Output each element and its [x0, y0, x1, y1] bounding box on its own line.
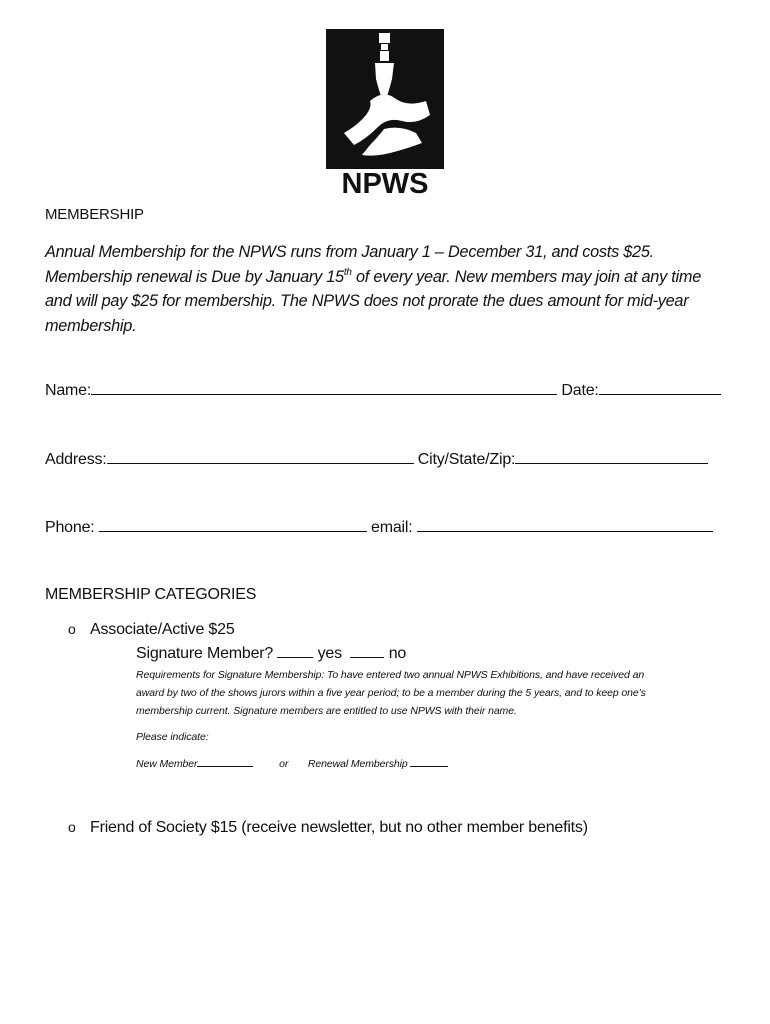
phone-field[interactable]	[99, 517, 367, 532]
logo-text: NPWS	[341, 168, 429, 196]
signature-yes-field[interactable]	[277, 643, 313, 658]
intro-line-1: Annual Membership for the NPWS runs from January 1 – December 31, and costs $25.	[45, 243, 654, 261]
associate-option[interactable]	[68, 621, 235, 639]
address-field[interactable]	[107, 449, 414, 464]
signature-label: Signature Member?	[136, 645, 274, 662]
address-city-row	[45, 449, 730, 469]
city-state-zip-field[interactable]	[515, 449, 708, 464]
email-field[interactable]	[417, 517, 713, 532]
intro-paragraph	[45, 240, 735, 338]
requirements-line-3: membership current. Signature members are entitled to use NPWS with their name.	[136, 705, 517, 717]
membership-heading: MEMBERSHIP	[45, 206, 144, 223]
bullet-icon: o	[68, 621, 76, 637]
requirements-line-1: Requirements for Signature Membership: To have entered two annual NPWS Exhibitions, and have received an	[136, 669, 645, 681]
date-field[interactable]	[599, 380, 721, 395]
intro-line-2: Membership renewal is Due by January 15th of every year. New members may join at any time	[45, 266, 702, 286]
renewal-field[interactable]	[410, 756, 448, 767]
phone-email-row	[45, 517, 730, 537]
signature-member-row	[136, 643, 406, 663]
new-member-field[interactable]	[197, 756, 253, 767]
categories-heading: MEMBERSHIP CATEGORIES	[45, 586, 257, 603]
or-label: or	[279, 758, 289, 770]
phone-label: Phone:	[45, 519, 95, 536]
yes-label: yes	[317, 645, 342, 662]
name-date-row	[45, 380, 730, 400]
city-state-zip-label: City/State/Zip:	[417, 451, 516, 468]
date-label: Date:	[561, 382, 599, 399]
name-label: Name:	[45, 382, 92, 399]
renewal-label: Renewal Membership	[307, 758, 408, 770]
friend-option[interactable]	[68, 819, 588, 837]
bullet-icon: o	[68, 819, 76, 835]
address-label: Address:	[45, 451, 107, 468]
new-member-label: New Member	[136, 758, 198, 770]
new-renewal-row	[136, 755, 726, 773]
intro-line-4: membership.	[45, 316, 137, 335]
npws-logo	[326, 29, 444, 196]
email-label: email:	[371, 519, 413, 536]
name-field[interactable]	[91, 380, 557, 395]
intro-line-3: and will pay $25 for membership. The NPWS does not prorate the dues amount for mid-year	[45, 292, 689, 310]
associate-label: Associate/Active $25	[90, 621, 235, 638]
please-indicate: Please indicate:	[136, 731, 209, 743]
requirements-text	[136, 666, 726, 720]
no-label: no	[388, 645, 407, 662]
requirements-line-2: award by two of the shows jurors within a five year period; to be a member during the 5 years, and to keep one’s	[136, 687, 646, 699]
signature-no-field[interactable]	[350, 643, 384, 658]
friend-label: Friend of Society $15 (receive newsletter, but no other member benefits)	[90, 819, 588, 836]
